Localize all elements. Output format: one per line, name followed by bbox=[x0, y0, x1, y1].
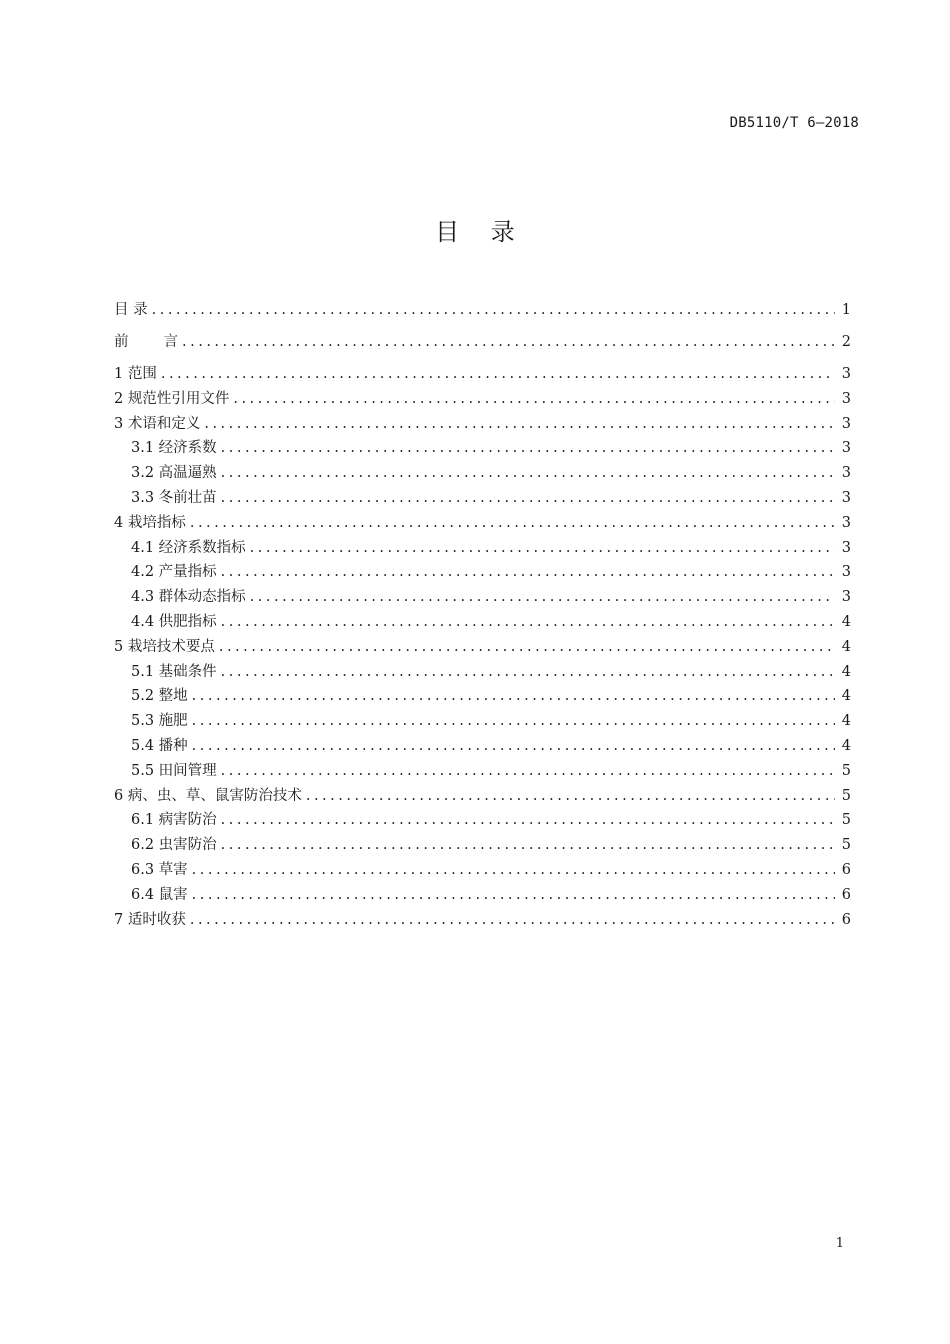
toc-entry-3[interactable] bbox=[114, 412, 851, 437]
toc-entry-5[interactable] bbox=[114, 635, 851, 660]
toc-dot-leader bbox=[221, 610, 835, 635]
toc-entry-label: 5.5 田间管理 bbox=[131, 762, 217, 779]
toc-entry-label: 目 录 bbox=[114, 302, 148, 318]
toc-entry-page: 3 bbox=[841, 415, 851, 432]
toc-entry-label: 7 适时收获 bbox=[114, 911, 186, 928]
toc-entry-3-1[interactable] bbox=[114, 436, 851, 461]
toc-entry-page: 2 bbox=[841, 334, 851, 350]
toc-dot-leader bbox=[250, 536, 835, 561]
page-number: 1 bbox=[835, 1236, 844, 1251]
toc-entry-page: 3 bbox=[841, 390, 851, 407]
toc-entry-page: 3 bbox=[841, 564, 851, 581]
toc-entry-page: 4 bbox=[841, 613, 851, 630]
toc-entry-label: 5.4 播种 bbox=[131, 737, 188, 754]
toc-dot-leader bbox=[182, 330, 835, 355]
toc-entry-4-1[interactable] bbox=[114, 536, 851, 561]
toc-entry-label: 5.1 基础条件 bbox=[131, 663, 217, 680]
toc-entry-5-3[interactable] bbox=[114, 709, 851, 734]
toc-entry-label: 2 规范性引用文件 bbox=[114, 390, 230, 407]
toc-dot-leader bbox=[250, 585, 835, 610]
toc-entry-page: 3 bbox=[841, 440, 851, 457]
toc-entry-page: 5 bbox=[841, 812, 851, 829]
toc-entry-5-1[interactable] bbox=[114, 660, 851, 685]
toc-entry-page: 3 bbox=[841, 514, 851, 531]
document-code: DB5110/T 6—2018 bbox=[729, 115, 859, 131]
toc-entry-label: 3.2 高温逼熟 bbox=[131, 465, 217, 482]
toc-dot-leader bbox=[306, 784, 835, 809]
toc-entry-1[interactable] bbox=[114, 362, 851, 387]
toc-entry-4-2[interactable] bbox=[114, 560, 851, 585]
toc-dot-leader bbox=[192, 883, 835, 908]
toc-entry-label: 4.1 经济系数指标 bbox=[131, 539, 246, 556]
toc-entry-6-2[interactable] bbox=[114, 833, 851, 858]
toc-entry-2[interactable] bbox=[114, 387, 851, 412]
toc-entry-page: 3 bbox=[841, 539, 851, 556]
toc-entry-label: 4.3 群体动态指标 bbox=[131, 589, 246, 606]
toc-dot-leader bbox=[192, 734, 835, 759]
toc-entry-label: 3.3 冬前壮苗 bbox=[131, 489, 217, 506]
toc-entry-5-4[interactable] bbox=[114, 734, 851, 759]
toc-entry-4-4[interactable] bbox=[114, 610, 851, 635]
toc-dot-leader bbox=[221, 833, 835, 858]
toc-dot-leader bbox=[221, 660, 835, 685]
toc-entry-label: 前 言 bbox=[114, 334, 178, 350]
toc-entry-label: 4.4 供肥指标 bbox=[131, 613, 217, 630]
toc-entry-page: 4 bbox=[841, 638, 851, 655]
toc-entry-page: 3 bbox=[841, 589, 851, 606]
toc-entry-5-5[interactable] bbox=[114, 759, 851, 784]
toc-entry-label: 5 栽培技术要点 bbox=[114, 638, 215, 655]
toc-entry-contents[interactable] bbox=[114, 298, 851, 330]
toc-entry-page: 6 bbox=[841, 911, 851, 928]
toc-entry-page: 6 bbox=[841, 886, 851, 903]
toc-dot-leader bbox=[152, 298, 835, 323]
toc-dot-leader bbox=[204, 412, 835, 437]
toc-dot-leader bbox=[161, 362, 835, 387]
toc-entry-4[interactable] bbox=[114, 511, 851, 536]
toc-entry-page: 3 bbox=[841, 366, 851, 382]
toc-entry-7[interactable] bbox=[114, 908, 851, 933]
toc-entry-page: 6 bbox=[841, 861, 851, 878]
toc-entry-label: 5.2 整地 bbox=[131, 688, 188, 705]
toc-dot-leader bbox=[219, 635, 835, 660]
page-title: 目 录 bbox=[435, 218, 527, 246]
toc-entry-label: 4.2 产量指标 bbox=[131, 564, 217, 581]
toc-entry-page: 3 bbox=[841, 489, 851, 506]
toc-entry-label: 1 范围 bbox=[114, 366, 157, 382]
toc-dot-leader bbox=[192, 684, 835, 709]
toc-entry-page: 3 bbox=[841, 465, 851, 482]
toc-entry-label: 5.3 施肥 bbox=[131, 713, 188, 730]
toc-entry-label: 4 栽培指标 bbox=[114, 514, 186, 531]
toc-entry-6-1[interactable] bbox=[114, 808, 851, 833]
toc-entry-page: 4 bbox=[841, 663, 851, 680]
toc-entry-label: 6.3 草害 bbox=[131, 861, 188, 878]
toc-dot-leader bbox=[221, 560, 835, 585]
toc-entry-page: 4 bbox=[841, 713, 851, 730]
toc-entry-4-3[interactable] bbox=[114, 585, 851, 610]
toc-dot-leader bbox=[221, 486, 835, 511]
toc-entry-foreword[interactable] bbox=[114, 330, 851, 362]
toc-dot-leader bbox=[221, 759, 835, 784]
toc-dot-leader bbox=[190, 908, 835, 933]
toc-entry-6-4[interactable] bbox=[114, 883, 851, 908]
toc-entry-3-3[interactable] bbox=[114, 486, 851, 511]
toc-entry-label: 6 病、虫、草、鼠害防治技术 bbox=[114, 787, 302, 804]
toc-entry-page: 4 bbox=[841, 737, 851, 754]
toc-entry-page: 5 bbox=[841, 762, 851, 779]
toc-entry-6[interactable] bbox=[114, 784, 851, 809]
toc-dot-leader bbox=[192, 858, 835, 883]
toc-dot-leader bbox=[221, 436, 835, 461]
toc-dot-leader bbox=[190, 511, 835, 536]
toc-dot-leader bbox=[233, 387, 835, 412]
toc-entry-label: 3 术语和定义 bbox=[114, 415, 201, 432]
toc-entry-6-3[interactable] bbox=[114, 858, 851, 883]
toc-entry-label: 6.2 虫害防治 bbox=[131, 837, 217, 854]
toc-entry-page: 5 bbox=[841, 787, 851, 804]
toc-entry-label: 3.1 经济系数 bbox=[131, 440, 217, 457]
toc-entry-page: 1 bbox=[841, 302, 851, 318]
toc-entry-label: 6.1 病害防治 bbox=[131, 812, 217, 829]
toc-entry-3-2[interactable] bbox=[114, 461, 851, 486]
table-of-contents bbox=[114, 298, 851, 932]
toc-entry-5-2[interactable] bbox=[114, 684, 851, 709]
toc-entry-page: 5 bbox=[841, 837, 851, 854]
toc-dot-leader bbox=[192, 709, 835, 734]
toc-dot-leader bbox=[221, 461, 835, 486]
toc-entry-label: 6.4 鼠害 bbox=[131, 886, 188, 903]
toc-entry-page: 4 bbox=[841, 688, 851, 705]
toc-dot-leader bbox=[221, 808, 835, 833]
